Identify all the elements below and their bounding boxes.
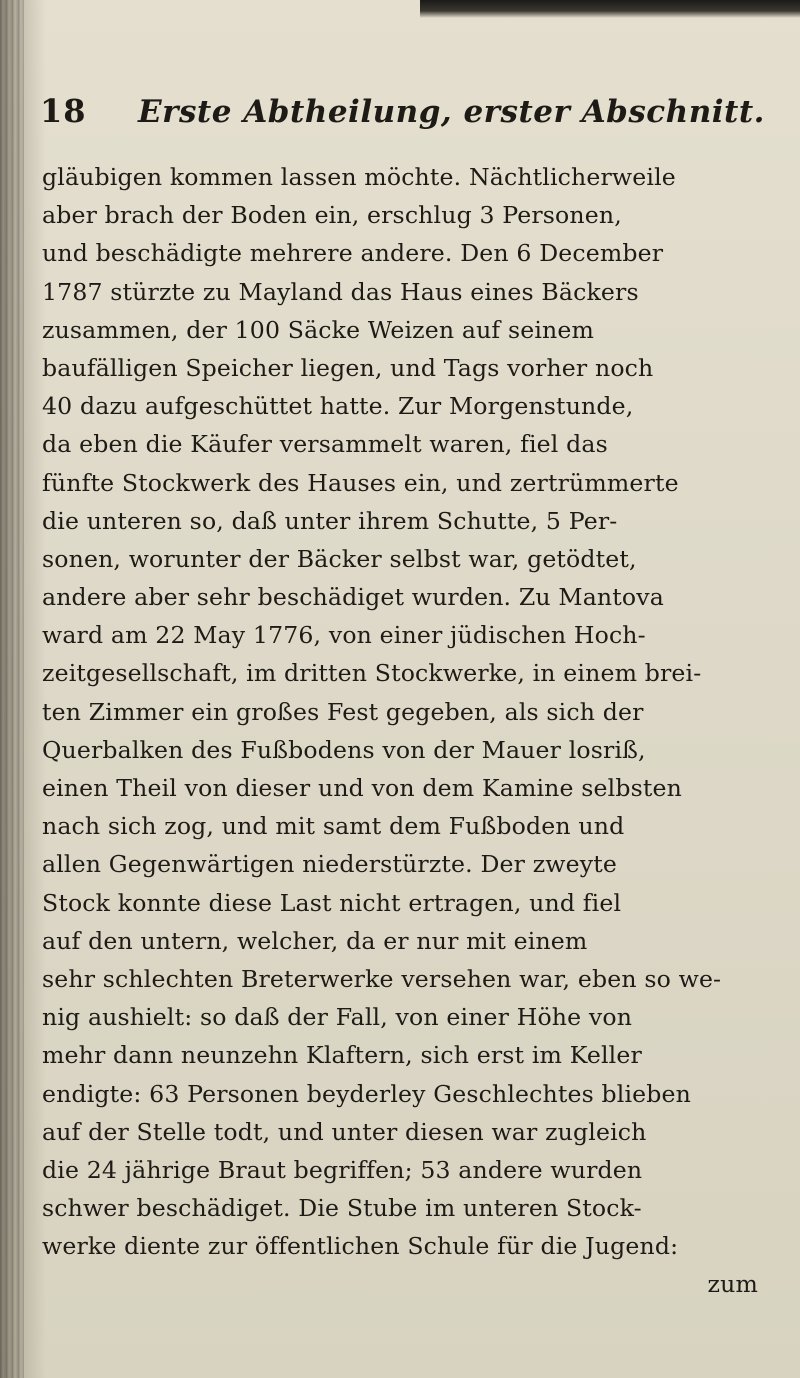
text-line: auf der Stelle todt, und unter diesen war zugleich <box>42 1117 647 1146</box>
text-line: die 24 jährige Braut begriffen; 53 andere wurden <box>42 1155 643 1184</box>
running-head-title: Erste Abtheilung, erster Abschnitt. <box>138 94 765 130</box>
page-content <box>36 92 776 1304</box>
body-text <box>36 158 776 1304</box>
text-line: allen Gegenwärtigen niederstürzte. Der zweyte <box>42 850 617 879</box>
text-line: sonen, worunter der Bäcker selbst war, getödtet, <box>42 544 637 573</box>
text-line: Stock konnte diese Last nicht ertragen, und fiel <box>42 888 622 917</box>
book-binding-edge <box>0 0 24 1378</box>
text-line: da eben die Käufer versammelt waren, fiel das <box>42 430 608 459</box>
text-line: die unteren so, daß unter ihrem Schutte, 5 Per- <box>42 506 618 535</box>
text-line: nach sich zog, und mit samt dem Fußboden und <box>42 812 625 841</box>
text-line: werke diente zur öffentlichen Schule für die Jugend: <box>42 1232 679 1261</box>
text-line: 1787 stürzte zu Mayland das Haus eines Bäckers <box>42 277 639 306</box>
text-line: einen Theil von dieser und von dem Kamine selbsten <box>42 774 682 802</box>
text-line: und beschädigte mehrere andere. Den 6 December <box>42 239 664 268</box>
text-line: baufälligen Speicher liegen, und Tags vorher noch <box>42 353 654 382</box>
running-head <box>40 92 776 142</box>
text-line: fünfte Stockwerk des Hauses ein, und zertrümmerte <box>42 468 679 497</box>
text-line: andere aber sehr beschädiget wurden. Zu Mantova <box>42 583 664 612</box>
page-top-shadow <box>420 0 800 18</box>
text-line: zusammen, der 100 Säcke Weizen auf seinem <box>42 315 594 344</box>
text-line: 40 dazu aufgeschüttet hatte. Zur Morgenstunde, <box>42 392 634 421</box>
text-line: ward am 22 May 1776, von einer jüdischen Hoch- <box>42 621 646 650</box>
text-line: zeitgesellschaft, im dritten Stockwerke, in einem brei- <box>42 659 702 688</box>
text-line: nig aushielt: so daß der Fall, von einer Höhe von <box>42 1003 633 1032</box>
text-line: Querbalken des Fußbodens von der Mauer losriß, <box>42 735 646 764</box>
text-line: ten Zimmer ein großes Fest gegeben, als sich der <box>42 697 644 726</box>
text-line: gläubigen kommen lassen möchte. Nächtlicherweile <box>42 163 676 191</box>
text-line: mehr dann neunzehn Klaftern, sich erst im Keller <box>42 1041 642 1070</box>
text-line: aber brach der Boden ein, erschlug 3 Personen, <box>42 201 622 230</box>
catchword: zum <box>707 1270 758 1299</box>
text-line: schwer beschädiget. Die Stube im unteren Stock- <box>42 1194 642 1223</box>
text-line: sehr schlechten Breterwerke versehen war, eben so we- <box>42 964 722 993</box>
text-line: auf den untern, welcher, da er nur mit einem <box>42 926 588 955</box>
text-line: endigte: 63 Personen beyderley Geschlechtes blieben <box>42 1079 691 1108</box>
page-number: 18 <box>40 92 87 130</box>
